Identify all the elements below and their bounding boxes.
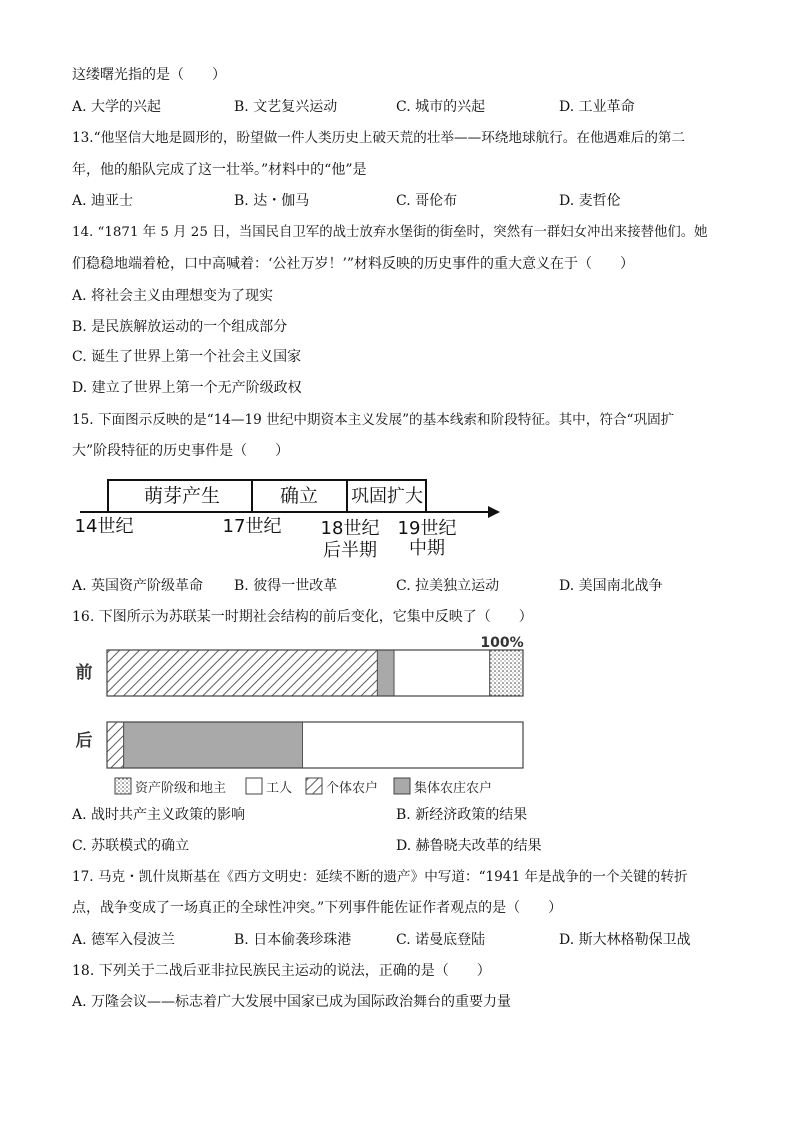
legend-label-1: 工人 — [266, 781, 293, 796]
q14-option-d[interactable]: D. 建立了世界上第一个无产阶级政权 — [72, 380, 302, 396]
q12-stem-tail: 这缕曙光指的是（ ） — [72, 67, 226, 83]
tick-label-18c-late: 后半期 — [323, 540, 377, 561]
timeline-arrowhead — [488, 506, 500, 518]
q16-option-d[interactable]: D. 赫鲁晓夫改革的结果 — [396, 838, 542, 854]
q16-option-b[interactable]: B. 新经济政策的结果 — [396, 807, 528, 823]
q16-option-c[interactable]: C. 苏联模式的确立 — [72, 838, 190, 854]
q12-option-b[interactable]: B. 文艺复兴运动 — [234, 99, 338, 115]
q16-stem-line1: 16. 下图所示为苏联某一时期社会结构的前后变化，它集中反映了（ ） — [72, 609, 533, 625]
q15-stem-line2: 大”阶段特征的历史事件是（ ） — [72, 443, 290, 459]
tick-label-14c: 14世纪 — [74, 516, 134, 537]
q15-option-d[interactable]: D. 美国南北战争 — [559, 578, 663, 594]
legend-label-3: 集体农庄农户 — [414, 781, 493, 796]
tick-label-17c: 17世纪 — [222, 516, 282, 537]
q16-bars-group — [107, 650, 523, 768]
q14-option-b[interactable]: B. 是民族解放运动的一个组成部分 — [72, 319, 288, 335]
bar-segment-before-1 — [377, 650, 394, 696]
q17-option-d[interactable]: D. 斯大林格勒保卫战 — [559, 932, 691, 948]
category-label-before: 前 — [75, 663, 93, 683]
q12-option-c[interactable]: C. 城市的兴起 — [396, 99, 486, 115]
category-label-after: 后 — [75, 731, 93, 751]
q15-option-b[interactable]: B. 彼得一世改革 — [234, 578, 338, 594]
legend-swatch-1 — [246, 778, 262, 794]
stage-label-emergence: 萌芽产生 — [143, 485, 221, 507]
bar-segment-before-2 — [394, 650, 490, 696]
q13-option-d[interactable]: D. 麦哲伦 — [559, 193, 621, 209]
tick-label-19c-mid: 中期 — [409, 538, 445, 559]
bar-segment-after-0 — [107, 722, 124, 768]
q12-option-a[interactable]: A. 大学的兴起 — [72, 99, 162, 115]
tick-label-19c: 19世纪 — [397, 518, 457, 539]
q13-option-a[interactable]: A. 迪亚士 — [72, 193, 134, 209]
bar-segment-before-3 — [490, 650, 523, 696]
stage-label-consolidation: 巩固扩大 — [351, 486, 423, 507]
q16-social-structure-chart — [70, 630, 530, 802]
bar-segment-after-1 — [124, 722, 303, 768]
legend-swatch-0 — [115, 778, 131, 794]
q16-option-a[interactable]: A. 战时共产主义政策的影响 — [72, 807, 246, 823]
q17-stem-line1: 17. 马克・凯什岚斯基在《西方文明史：延续不断的遗产》中写道：“1941 年是战争的一个关键的转折 — [72, 869, 688, 885]
q15-stem-line1: 15. 下面图示反映的是“14—19 世纪中期资本主义发展”的基本线索和阶段特征。其中，符合“巩固扩 — [72, 412, 675, 428]
chart-max-label: 100% — [480, 635, 524, 651]
q13-stem-line1: 13.“他坚信大地是圆形的，盼望做一件人类历史上破天荒的壮举——环绕地球航行。在他遇难后的第二 — [72, 130, 686, 146]
stage-label-establishment: 确立 — [279, 485, 319, 507]
q17-option-a[interactable]: A. 德军入侵波兰 — [72, 932, 176, 948]
q18-option-a[interactable]: A. 万隆会议——标志着广大发展中国家已成为国际政治舞台的重要力量 — [72, 994, 512, 1010]
q17-option-b[interactable]: B. 日本偷袭珍珠港 — [234, 932, 352, 948]
q17-stem-line2: 点，战争变成了一场真正的全球性冲突。”下列事件能佐证作者观点的是（ ） — [72, 900, 563, 916]
q17-option-c[interactable]: C. 诺曼底登陆 — [396, 932, 486, 948]
legend-swatch-3 — [394, 778, 410, 794]
q15-option-a[interactable]: A. 英国资产阶级革命 — [72, 578, 204, 594]
q14-option-c[interactable]: C. 诞生了世界上第一个社会主义国家 — [72, 349, 302, 365]
legend-swatch-2 — [306, 778, 322, 794]
q12-option-d[interactable]: D. 工业革命 — [559, 99, 635, 115]
tick-label-18c: 18世纪 — [320, 518, 380, 539]
q14-option-a[interactable]: A. 将社会主义由理想变为了现实 — [72, 288, 274, 304]
q15-option-c[interactable]: C. 拉美独立运动 — [396, 578, 500, 594]
bar-segment-before-0 — [107, 650, 377, 696]
q13-stem-line2: 年，他的船队完成了这一壮举。”材料中的“他”是 — [72, 162, 367, 178]
q13-option-c[interactable]: C. 哥伦布 — [396, 193, 458, 209]
q14-stem-line1: 14. “1871 年 5 月 25 日，当国民自卫军的战士放弃水堡街的街垒时，突然有一群妇女冲出来接替他们。她 — [72, 225, 708, 240]
q14-stem-line2: 们稳稳地端着枪，口中高喊着：‘公社万岁！’”材料反映的历史事件的重大意义在于（ ） — [72, 256, 635, 272]
legend-label-2: 个体农户 — [326, 781, 379, 796]
bar-segment-after-2 — [303, 722, 523, 768]
q18-stem-line1: 18. 下列关于二战后亚非拉民族民主运动的说法，正确的是（ ） — [72, 963, 491, 979]
q16-legend — [115, 778, 492, 796]
q13-option-b[interactable]: B. 达・伽马 — [234, 193, 310, 209]
q15-timeline-diagram — [70, 474, 510, 564]
legend-label-0: 资产阶级和地主 — [135, 781, 227, 796]
